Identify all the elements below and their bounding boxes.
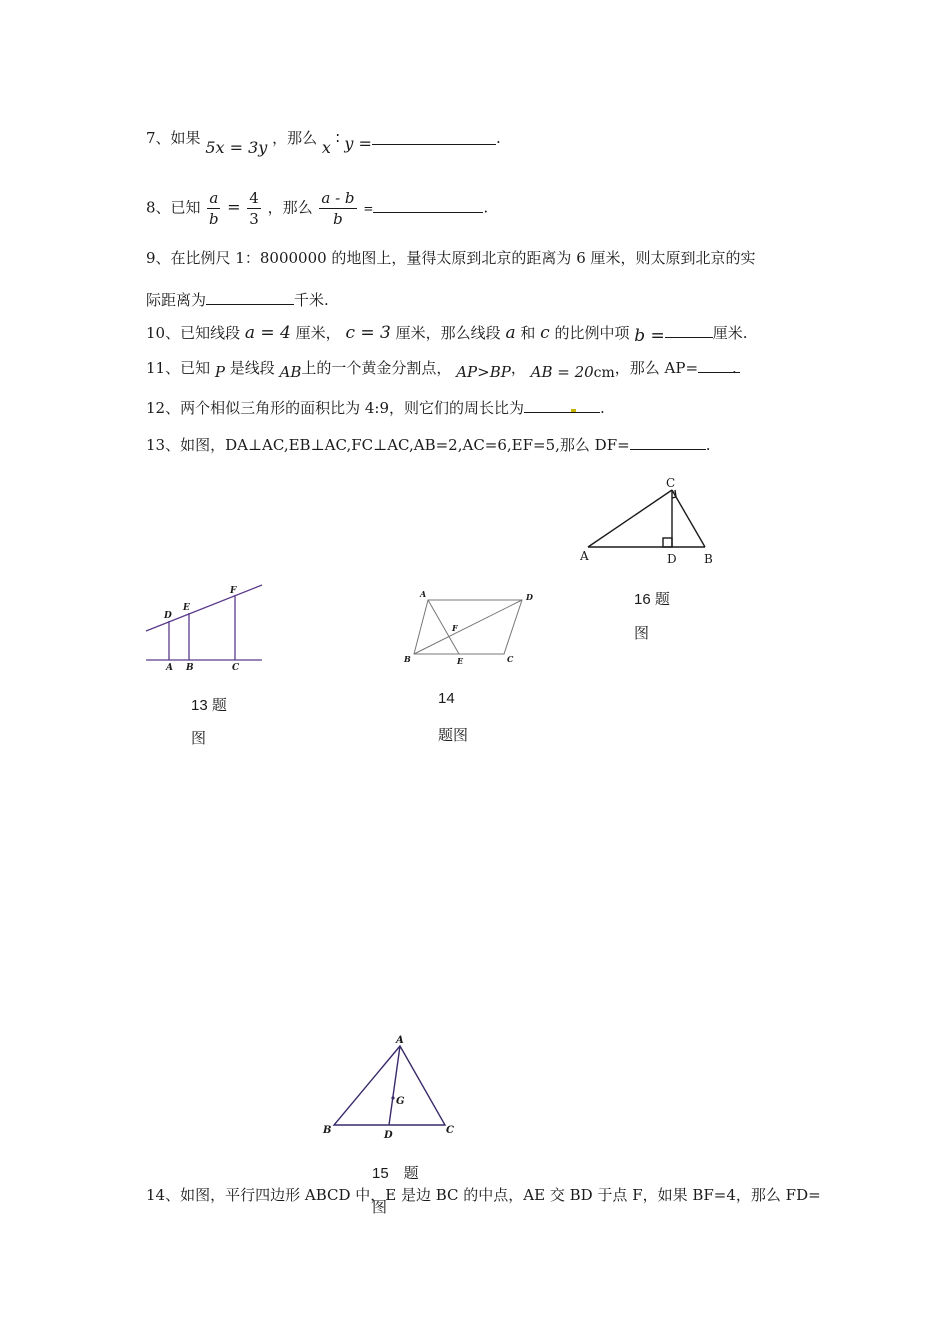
fig13-label-d: D [164,611,172,621]
highlight-mark [571,409,576,412]
fig14-label-d: D [526,592,533,602]
fig15-label-a: A [396,1035,404,1046]
fig13-label-b: B [186,663,194,673]
figure-16-caption-2: 图 [634,625,650,642]
answer-blank[interactable] [524,398,572,413]
figure-13-caption-1: 13 题 [191,697,227,714]
fig13-label-c: C [232,663,240,673]
answer-blank[interactable] [698,358,732,373]
question-9-line-1: 9、在比例尺 1：8000000 的地图上，量得太原到北京的距离为 6 厘米，则太原到北京的实 [146,249,756,267]
fraction-a-over-b: $\frac{a}{b}$ [209,189,219,228]
fig16-label-b: B [704,552,713,566]
figure-15-caption-1: 15 题 [372,1165,419,1182]
fig13-label-e: E [183,603,190,613]
question-10: 10、已知线段 a = 4 厘米， c = 3 厘米，那么线段 a 和 c 的比例中项 b = 厘米. [146,323,748,346]
fraction-4-over-3: $\frac{4}{3}$ [249,189,259,228]
question-13: 13、如图，DA⊥AC,EB⊥AC,FC⊥AC,AB=2,AC=6,EF=5,那么 DF= . [146,436,711,454]
figure-14-caption-1: 14 [438,690,455,707]
fig16-label-c: C [666,476,676,490]
answer-blank[interactable] [206,290,294,305]
fig16-label-a: A [580,549,589,563]
answer-blank[interactable] [665,323,713,338]
question-12: 12、两个相似三角形的面积比为 4:9，则它们的周长比为 . [146,399,605,417]
fraction-a-minus-b-over-b: $\frac{a - b}{b}$ [321,189,355,228]
fig14-label-b: B [404,654,411,664]
answer-blank[interactable] [372,130,496,145]
figure-15-caption-2: 图 [372,1199,388,1216]
figure-13-caption-2: 图 [191,730,207,747]
fig13-label-f: F [230,586,237,596]
fig15-label-g: G [396,1096,405,1107]
fig15-label-c: C [446,1125,454,1136]
fig15-label-d: D [384,1130,393,1141]
q7-equation: 5x = 3y [205,138,268,157]
fig14-label-a: A [420,589,427,599]
fig14-label-f: F [452,623,458,633]
question-14: 14、如图，平行四边形 ABCD 中，E 是边 BC 的中点，AE 交 BD 于点 F，如果 BF=4，那么 FD= [146,1186,821,1204]
question-9-line-2: 际距离为 千米. [146,291,329,309]
answer-blank[interactable] [630,435,706,450]
fig16-label-d: D [667,552,677,566]
question-8: 8、已知 $\frac{a}{b}$ = $\frac{4}{3}$ ，那么 $\frac{a - b}{b}$ = . [146,189,489,228]
fig13-label-a: A [166,663,173,673]
answer-blank[interactable] [373,198,483,213]
question-7: 7、如果 5x = 3y ，那么 x ∶ y = . [146,129,501,157]
fig15-label-b: B [323,1125,332,1136]
figure-16-caption-1: 16 题 [634,591,670,608]
fig14-label-c: C [507,654,514,664]
question-11: 11、已知 P 是线段 AB上的一个黄金分割点， AP>BP， AB = 20cm，那么 AP= . [146,358,740,379]
figure-14-caption-2: 题图 [438,727,469,744]
fig14-label-e: E [457,656,464,666]
